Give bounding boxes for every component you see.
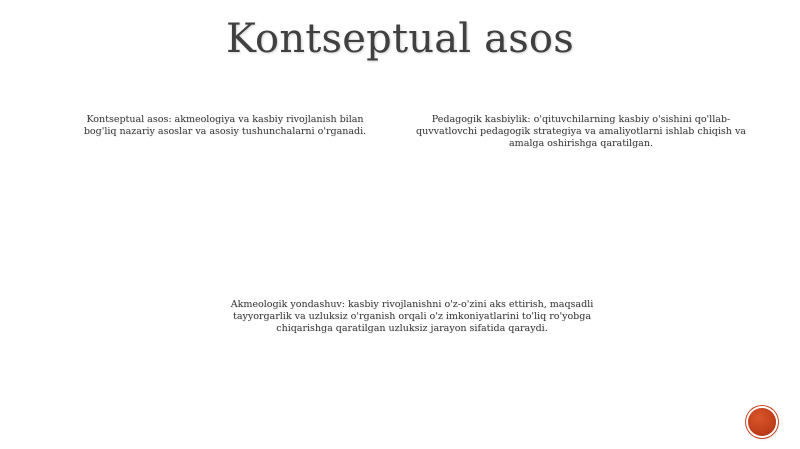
circle-nav-icon[interactable] bbox=[748, 408, 776, 436]
slide-title: Kontseptual asos bbox=[226, 16, 574, 62]
text-block-pedagogical-professionalism: Pedagogik kasbiylik: o'qituvchilarning kasbiy o'sishini qo'llab-quvvatlovchi pedagogik strategiya va amaliyotlarni ishlab chiqish va amalga oshirishga qaratilgan. bbox=[416, 114, 746, 149]
text-block-conceptual-basis: Kontseptual asos: akmeologiya va kasbiy rivojlanish bilan bog'liq nazariy asoslar va asosiy tushunchalarni o'rganadi. bbox=[83, 114, 367, 137]
text-block-akmeological-approach: Akmeologik yondashuv: kasbiy rivojlanishni o'z-o'zini aks ettirish, maqsadli tayyorgarlik va uzluksiz o'rganish orqali o'z imkoniyatlarini to'liq ro'yobga chiqarishga qaratilgan uzluksiz jarayon sifatida qaraydi. bbox=[230, 299, 594, 334]
